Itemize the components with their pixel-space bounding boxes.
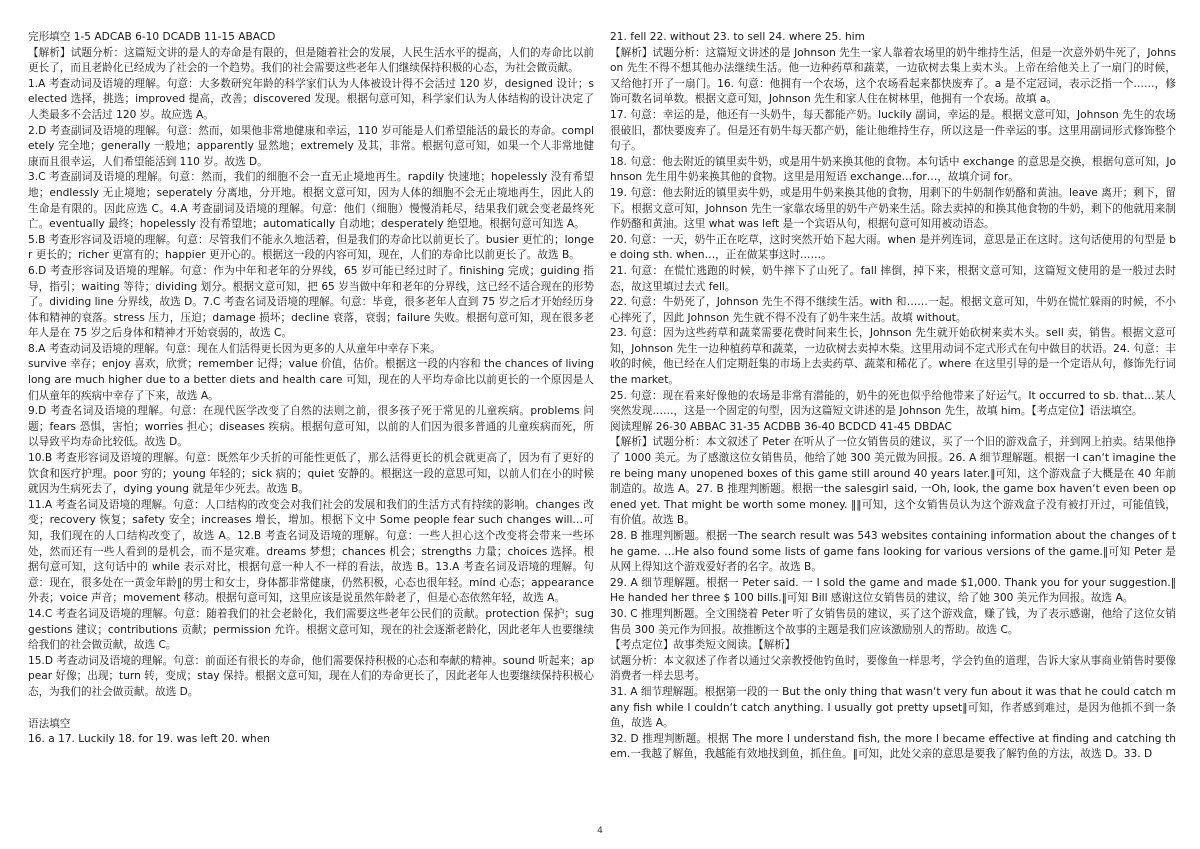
grammar-heading: 语法填空 [28, 717, 71, 730]
explanation-21: 21. 句意：在慌忙逃跑的时候，奶牛摔下了山死了。fall 摔倒，掉下来，根据文意可知，这篇短文使用的是一般过去时态，故这里填过去式 fell。 [610, 264, 1176, 293]
cloze-analysis: 【解析】试题分析：这篇短文讲的是人的寿命是有限的，但是随着社会的发展，人民生活水平的提高，人们的寿命比以前更长了，而且老龄化已经成为了社会的一个趋势。我们的社会需要这些老年人们继续保持积极的心态，为社会做贡献。 [28, 46, 594, 75]
cloze-answers: 完形填空 1-5 ADCAB 6-10 DCADB 11-15 ABACD [28, 31, 276, 43]
explanation-31: 31. A 细节理解题。根据第一段的一 But the only thing that wasn‘t very fun about it was that he could catch many fish while I couldn‘t catch anything. I usually got pretty upset‖可知，作者感到难过，是因为他抓不到一条鱼，故选 A。 [610, 685, 1176, 730]
explanation-3-4: 3.C 考查副词及语境的理解。句意：然而，我们的细胞不会一直无止境地再生。rapdily 快速地；hopelessly 没有希望地；endlessly 无止境地；seperately 分离地，分开地。根据文意可知，因为人体的细胞不会无止境地再生，因此人的生命是有限的。因此应选 C。4.A 考查副词及语境的理解。句意：他们（细胞）慢慢消耗尽，结果我们就会变老最终死亡。eventually 最终；hopelessly 没有希望地；automatically 自动地；desperately 绝望地。根据句意可知选 A。 [28, 171, 594, 231]
explanation-10: 10.B 考查形容词及语境的理解。句意：既然年少夭折的可能性更低了，那么活得更长的机会就更高了，因为有了更好的饮食和医疗护理。poor 穷的；young 年轻的；sick 病的；quiet 安静的。根据这一段的意思可知，以前人们在小的时候就因为生病死去了，dying young 就是年少死去。故选 B。 [28, 452, 594, 496]
explanation-25: 25. 句意：现在看来好像他的农场是非常有潜能的，奶牛的死也似乎给他带来了好运气。It occurred to sb. that…某人突然发现……，这是一个固定的句型，因为这篇短文讲述的是 Johnson 先生，故填 him。【考点定位】语法填空。 [610, 389, 1176, 418]
explanation-9: 9.D 考查名词及语境的理解。句意：在现代医学改变了自然的法则之前，很多孩子死于常见的儿童疾病。problems 问题；fears 恐惧，害怕；worries 担心；diseases 疾病。根据句意可知，以前的人们因为很多普通的儿童疾病而死，所以导致平均寿命比较低。故选 D。 [28, 405, 594, 449]
explanation-2: 2.D 考查副词及语境的理解。句意：然而，如果他非常地健康和幸运，110 岁可能是人们希望能活的最长的寿命。completely 完全地；generally 一般地；apparently 显然地；extremely 及其，非常。根据句意可知，如果一个人非常地健康而且很幸运，人们希望能活到 110 岁。故选 D。 [28, 124, 594, 168]
explanation-17: 17. 句意：幸运的是，他还有一头奶牛，每天都能产奶。luckily 副词，幸运的是。根据文意可知，Johnson 先生的农场很破旧，都快要废弃了。但是还有奶牛每天都产奶，能让他维持生存，所以这是一件幸运的事。这里用副词形式修饰整个句子。 [610, 108, 1176, 153]
explanation-22: 22. 句意：牛奶死了，Johnson 先生不得不继续生活。with 和……一起。根据文意可知，牛奶在慌忙躲雨的时候，不小心摔死了，因此 Johnson 先生就不得不没有了奶牛来生活。故填 without。 [610, 296, 1176, 324]
explanation-1: 1.A 考查动词及语境的理解。句意：大多数研究年龄的科学家们认为人体被设计得不会活过 120 岁，designed 设计；selected 选择，挑选；improved 提高，改善；discovered 发现。根据句意可知，科学家们认为人体结构的设计决定了人类最多不会活过 120 岁。故应选 A。 [28, 77, 594, 121]
explanation-8: 8.A 考查动词及语境的理解。句意：现在人们活得更长因为更多的人从童年中幸存下来。 [28, 342, 441, 355]
left-column [28, 30, 594, 820]
explanation-28: 28. B 推理判断题。根据一The search result was 543 websites containing information about the changes of the game. …He also found some lists of game fans looking for various versions of the game.‖可知 Peter 是从网上得知这个游戏爱好者的名字。故选 B。 [610, 530, 1176, 574]
explanation-18: 18. 句意：他去附近的镇里卖牛奶，或是用牛奶来换其他的食物。本句话中 exchange 的意思是交换，根据句意可知，Johnson 先生用牛奶来换其他的食物。这里是用短语 exchange…for…，故填介词 for。 [610, 155, 1176, 184]
explanation-5: 5.B 考查形容词及语境的理解。句意：尽管我们不能永久地活着，但是我们的寿命比以前更长了。busier 更忙的；longer 更长的；richer 更富有的；happier 更开心的。根据这一段的内容可知，现在，人们的寿命比以前更长了。故选 B。 [28, 233, 594, 262]
explanation-6-7: 6.D 考查形容词及语境的理解。句意：作为中年和老年的分界线，65 岁可能已经过时了。finishing 完成；guiding 指导，指引；waiting 等待；dividing 划分。根据文意可知，把 65 岁当做中年和老年的分界线，这已经不适合现在的形势了。dividing line 分界线，故选 D。7.C 考查名词及语境的理解。句意：毕竟，很多老年人直到 75 岁之后才开始经历身体和精神的衰落。stress 压力，压迫；damage 损坏；decline 衰落，衰弱；failure 失败。根据句意可知，现在很多老年人是在 75 岁之后身体和精神才开始衰弱的，故选 C。 [28, 264, 594, 340]
explanation-32: 32. D 推理判断题。根据 The more I understand fish, the more I became effective at finding and catching them.一我越了解鱼，我越能有效地找到鱼，抓住鱼。‖可知，此处父亲的意思是要我了解钓鱼的方法，故选 D。33. D [610, 732, 1176, 761]
right-column [610, 30, 1176, 820]
explanation-19: 19. 句意：他去附近的镇里卖牛奶，或是用牛奶来换其他的食物，用剩下的牛奶制作奶酪和黄油。leave 离开；剩下，留下。根据文意可知，Johnson 先生一家靠农场里的奶牛产奶来生活。除去卖掉的和换其他食物的牛奶，剩下的他就用来制作奶酪和黄油。这里 what was left 是一个宾语从句，根据句意可知用被动语态。 [610, 186, 1176, 231]
explanation-20: 20. 句意：一天，奶牛正在吃草，这时突然开始下起大雨。when 是并列连词，意思是正在这时。这句话使用的句型是 be doing sth. when…，正在做某事这时……。 [610, 233, 1176, 262]
reading-answers: 阅读理解 26-30 ABBAC 31-35 ACDBB 36-40 BCDCD 41-45 DBDAC [610, 420, 952, 433]
explanation-14: 14.C 考查名词及语境的理解。句意：随着我们的社会老龄化，我们需要这些老年公民们的贡献。protection 保护；suggestions 建议；contributions 贡献；permission 允许。根据文意可知，现在的社会逐渐老龄化，因此老年人也要继续给我们的社会做贡献，故选 C。 [28, 607, 594, 652]
reading-analysis-a: 【解析】试题分析：本文叙述了 Peter 在听从了一位女销售员的建议，买了一个旧的游戏盒子，并到网上拍卖。结果他挣了 1000 美元。为了感激这位女销售员，他给了她 300 美元做为回报。26. A 细节理解题。根据一I can‘t imagine there being many unopened boxes of this game still around 40 years later.‖可知，这个游戏盒子大概是在 40 年前制造的。故选 A。27. B 推理判断题。根据一the salesgirl said, 一Oh, look, the game box haven‘t even been opened yet. That might be worth some money. ‖‖可知，这个女销售员认为这个游戏盒子没有被打开过，可能值钱，有价值。故选 B。 [610, 436, 1176, 527]
explanation-23-24: 23. 句意：因为这些药草和蔬菜需要花费时间来生长，Johnson 先生就开始砍树来卖木头。sell 卖，销售。根据文意可知，Johnson 先生一边种植药草和蔬菜，一边砍树去卖掉木柴。这里用动词不定式形式在句中做目的状语。24. 句意：丰收的时候，他已经在人们定期赶集的市场上去卖药草、蔬菜和稀花了。where 在这里引导的是一个定语从句，修饰先行词 the market。 [610, 327, 1176, 387]
explanation-15: 15.D 考查动词及语境的理解。句意：前面还有很长的寿命，他们需要保持积极的心态和奉献的精神。sound 听起来；appear 好像；出现；turn 转，变成；stay 保持。根据文意可知，现在人们的寿命更长了，因此老年人也要继续保持积极心态，为我们的社会做贡献。故选 D。 [28, 654, 594, 698]
grammar-answers-16-20: 16. a 17. Luckily 18. for 19. was left 20. when [28, 733, 270, 746]
grammar-answers-21-25: 21. fell 22. without 23. to sell 24. where 25. him [610, 31, 865, 43]
reading-analysis-b: 试题分析：本文叙述了作者以通过父亲教授他钓鱼时，要像鱼一样思考，学会钓鱼的道理，告诉大家从事商业销售时要像消费者一样去思考。 [610, 654, 1176, 683]
explanation-30: 30. C 推理判断题。全文围绕着 Peter 听了女销售员的建议，买了这个游戏盒，赚了钱，为了表示感谢，他给了这位女销售员 300 美元作为回报。故推断这个故事的主题是我们应该激励别人的帮助。故选 C。 [610, 607, 1176, 636]
topic-tag: 【考点定位】故事类短文阅读。【解析】 [610, 639, 796, 652]
explanation-29: 29. A 细节理解题。根据一 Peter said. 一 I sold the game and made $1,000. Thank you for your suggestion.‖ He handed her three $ 100 bills.‖可知 Bill 感谢这位女销售员的建议，给了她 300 美元作为回报。故选 A。 [610, 576, 1176, 605]
grammar-analysis: 【解析】试题分析：这篇短文讲述的是 Johnson 先生一家人靠着农场里的奶牛维持生活，但是一次意外奶牛死了，Johnson 先生不得不想其他办法继续生活。他一边种药草和蔬菜，一边砍树去集上卖木头。上帝在给他关上了一扇门的时候，又给他打开了一扇门。16. 句意：他拥有一个农场，这个农场看起来都快废弃了。a 是不定冠词，表示泛指一个……，修饰可数名词单数。根据文意可知，Johnson 先生和家人住在树林里，他拥有一个农场。故填 a。 [610, 46, 1176, 106]
explanation-11-13: 11.A 考查名词及语境的理解。句意：人口结构的改变会对我们社会的发展和我们的生活方式有持续的影响。changes 改变；recovery 恢复；safety 安全；increases 增长，增加。根据下文中 Some people fear such changes will…可知，我们现在的人口结构改变了，故选 A。12.B 考查名词及语境的理解。句意：一些人担心这个改变将会带来一些坏处，然而还有一些人看到的是机会，而不是灾难。dreams 梦想；chances 机会；strengths 力量；choices 选择。根据句意可知，这句话中的 while 表示对比，根据句意一种人不一样的看法，故选 B。13.A 考查名词及语境的理解。句意：现在，很多处在一黄金年龄‖的男士和女士，身体都非常健康，仍然积极，心态也很年轻。mind 心态；appearance 外表；voice 声音；movement 移动。根据句意可知，这里应该是说虽然年龄老了，但是心态依然年轻，故选 A。 [28, 498, 594, 605]
explanation-8-cont: survive 幸存；enjoy 喜欢，欣赏；remember 记得；value 价值，估价。根据这一段的内容和 the chances of living long are much higher due to a better diets and health care 可知，现在的人平均寿命比以前更长的一个原因是人们从童年的疾病中幸存了下来，故选 A。 [28, 358, 594, 402]
page-number: 4 [597, 826, 603, 836]
